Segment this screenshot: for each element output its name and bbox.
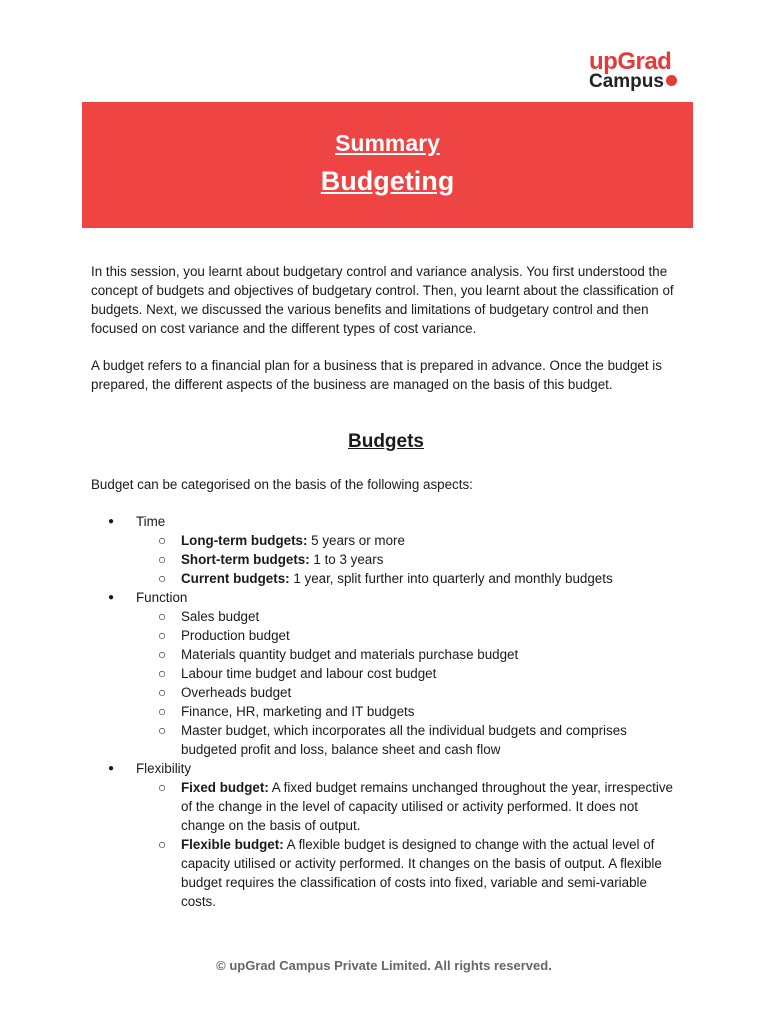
sub-item-text: Materials quantity budget and materials purchase budget — [181, 647, 519, 662]
sub-list-item — [136, 550, 681, 569]
logo-mark-icon — [666, 75, 677, 86]
title-banner — [82, 102, 693, 228]
sub-item-text: Master budget, which incorporates all the individual budgets and comprises budgeted profit and loss, balance sheet and cash flow — [181, 723, 627, 757]
sub-bullet-icon: ○ — [158, 609, 167, 624]
sub-item-text: Sales budget — [181, 609, 260, 624]
sub-list-item — [136, 683, 681, 702]
banner-subtitle: Budgeting — [320, 166, 455, 196]
sub-bullet-icon: ○ — [158, 647, 167, 662]
sub-bullet-icon: ○ — [158, 723, 167, 738]
list-item — [91, 759, 681, 911]
list-item-label: Function — [136, 590, 188, 605]
bullet-icon: ● — [108, 516, 115, 527]
sub-list-item — [136, 721, 681, 759]
sub-item-text: A fixed budget remains unchanged throughout the year, irrespective of the change in the level of capacity utilised or activity performed. It does not change on the basis of output. — [181, 780, 673, 833]
sub-bullet-icon: ○ — [158, 837, 167, 852]
section-heading: Budgets — [348, 431, 424, 452]
sub-list-item — [136, 835, 681, 911]
sub-item-text: 1 year, split further into quarterly and monthly budgets — [289, 571, 613, 586]
sub-list-item — [136, 607, 681, 626]
logo-campus-text: Campus — [589, 71, 664, 92]
sub-item-text: Overheads budget — [181, 685, 292, 700]
sub-bullet-icon: ○ — [158, 628, 167, 643]
sub-list-item — [136, 664, 681, 683]
sub-bullet-icon: ○ — [158, 685, 167, 700]
sub-item-term: Fixed budget: — [181, 780, 269, 795]
bullet-icon: ● — [108, 763, 115, 774]
sub-item-text: Production budget — [181, 628, 290, 643]
sub-list — [136, 531, 681, 588]
sub-list — [136, 778, 681, 911]
list-item-label: Flexibility — [136, 761, 192, 776]
copyright-footer: © upGrad Campus Private Limited. All rights reserved. — [216, 958, 552, 973]
document-body — [91, 262, 681, 911]
list-item — [91, 512, 681, 588]
list-item-label: Time — [136, 514, 166, 529]
sub-item-term: Flexible budget: — [181, 837, 284, 852]
sub-bullet-icon: ○ — [158, 666, 167, 681]
sub-bullet-icon: ○ — [158, 780, 167, 795]
sub-list-item — [136, 569, 681, 588]
sub-item-term: Long-term budgets: — [181, 533, 308, 548]
upgrad-campus-logo — [589, 50, 677, 91]
banner-title: Summary — [335, 130, 440, 156]
intro-paragraph: In this session, you learnt about budgetary control and variance analysis. You first understood the concept of budgets and objectives of budgetary control. Then, you learnt about the classification of budgets. Next, we discussed the various benefits and limitations of budgetary control and then focused on cost variance and the different types of cost variance. — [91, 264, 674, 336]
sub-list — [136, 607, 681, 759]
intro-paragraph: A budget refers to a financial plan for a business that is prepared in advance. Once the budget is prepared, the different aspects of the business are managed on the basis of this budget. — [91, 358, 662, 392]
section-lead: Budget can be categorised on the basis of the following aspects: — [91, 477, 473, 492]
sub-list-item — [136, 702, 681, 721]
sub-item-term: Current budgets: — [181, 571, 290, 586]
sub-bullet-icon: ○ — [158, 533, 167, 548]
budget-category-list — [91, 512, 681, 911]
list-item — [91, 588, 681, 759]
sub-bullet-icon: ○ — [158, 571, 167, 586]
sub-list-item — [136, 531, 681, 550]
logo-campus-line — [589, 72, 677, 91]
sub-list-item — [136, 626, 681, 645]
sub-item-text: 5 years or more — [307, 533, 405, 548]
sub-item-text: Labour time budget and labour cost budget — [181, 666, 437, 681]
sub-item-text: 1 to 3 years — [309, 552, 384, 567]
sub-item-text: Finance, HR, marketing and IT budgets — [181, 704, 415, 719]
sub-list-item — [136, 645, 681, 664]
sub-bullet-icon: ○ — [158, 552, 167, 567]
sub-item-text: A flexible budget is designed to change with the actual level of capacity utilised or activity performed. It changes on the basis of output. A flexible budget requires the classification of costs into fixed, variable and semi-variable costs. — [181, 837, 662, 909]
logo-upgrad-text: upGrad — [589, 48, 672, 75]
sub-list-item — [136, 778, 681, 835]
sub-bullet-icon: ○ — [158, 704, 167, 719]
bullet-icon: ● — [108, 592, 115, 603]
sub-item-term: Short-term budgets: — [181, 552, 310, 567]
